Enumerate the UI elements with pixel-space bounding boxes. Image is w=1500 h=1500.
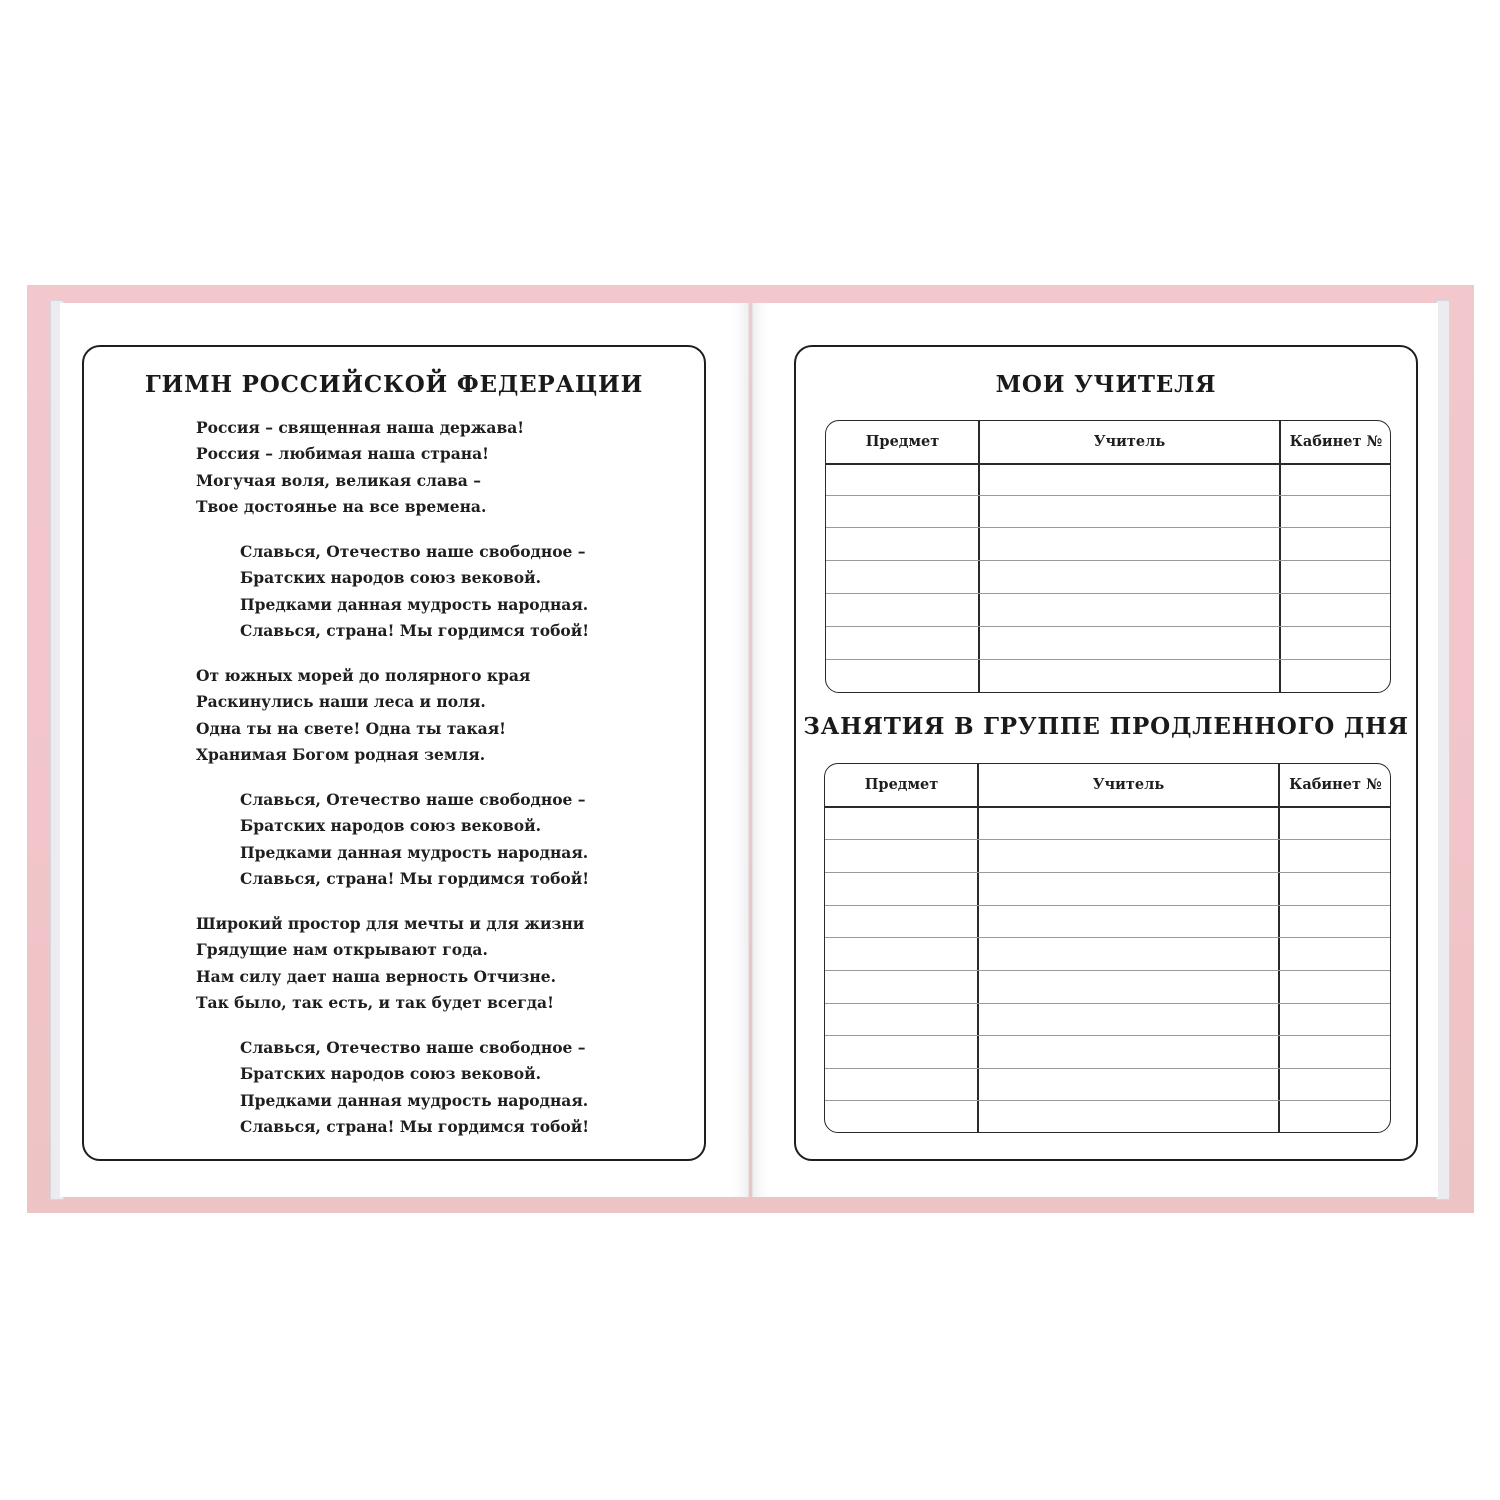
header-divider bbox=[826, 463, 1390, 465]
anthem-chorus-1: Славься, Отечество наше свободное – Братских народов союз вековой. Предками данная мудрость народная. Славься, страна! Мы гордимся тобой! bbox=[240, 542, 590, 640]
anthem-stanza-2: От южных морей до полярного края Раскинулись наши леса и поля. Одна ты на свете! Одна ты такая! Хранимая Богом родная земля. bbox=[196, 666, 531, 764]
anthem-stanza-1: Россия – священная наша держава! Россия – любимая наша страна! Могучая воля, великая слава – Твое достоянье на все времена. bbox=[196, 418, 525, 516]
writing-line bbox=[825, 970, 1390, 971]
anthem-title: ГИМН РОССИЙСКОЙ ФЕДЕРАЦИИ bbox=[144, 371, 644, 398]
teachers-frame bbox=[794, 345, 1418, 1161]
writing-line bbox=[825, 937, 1390, 938]
teachers-col-subject: Предмет bbox=[865, 433, 940, 450]
afterschool-col-subject: Предмет bbox=[864, 776, 939, 793]
writing-line bbox=[826, 495, 1390, 496]
writing-line bbox=[825, 1068, 1390, 1069]
writing-line bbox=[826, 593, 1390, 594]
writing-line bbox=[826, 560, 1390, 561]
writing-line bbox=[826, 626, 1390, 627]
writing-line bbox=[825, 905, 1390, 906]
anthem-chorus-3: Славься, Отечество наше свободное – Братских народов союз вековой. Предками данная мудрость народная. Славься, страна! Мы гордимся тобой! bbox=[240, 1038, 590, 1136]
afterschool-col-room: Кабинет № bbox=[1289, 776, 1382, 793]
col-divider bbox=[1279, 421, 1281, 692]
anthem-frame bbox=[82, 345, 706, 1161]
teachers-col-room: Кабинет № bbox=[1289, 433, 1383, 450]
afterschool-col-teacher: Учитель bbox=[1092, 776, 1165, 793]
anthem-stanza-3: Широкий простор для мечты и для жизни Грядущие нам открывают года. Нам силу дает наша верность Отчизне. Так было, так есть, и так будет всегда! bbox=[196, 914, 585, 1012]
header-divider bbox=[825, 806, 1390, 808]
anthem-chorus-2: Славься, Отечество наше свободное – Братских народов союз вековой. Предками данная мудрость народная. Славься, страна! Мы гордимся тобой! bbox=[240, 790, 590, 888]
page-edge-right bbox=[1436, 300, 1450, 1200]
writing-line bbox=[825, 1100, 1390, 1101]
col-divider bbox=[977, 764, 979, 1132]
writing-line bbox=[825, 1003, 1390, 1004]
writing-line bbox=[826, 527, 1390, 528]
writing-line bbox=[825, 872, 1390, 873]
afterschool-title: ЗАНЯТИЯ В ГРУППЕ ПРОДЛЕННОГО ДНЯ bbox=[803, 713, 1409, 740]
teachers-table bbox=[825, 420, 1391, 693]
writing-line bbox=[826, 659, 1390, 660]
teachers-col-teacher: Учитель bbox=[1093, 433, 1166, 450]
col-divider bbox=[1278, 764, 1280, 1132]
writing-line bbox=[825, 1035, 1390, 1036]
writing-line bbox=[825, 839, 1390, 840]
teachers-title: МОИ УЧИТЕЛЯ bbox=[995, 371, 1217, 398]
col-divider bbox=[978, 421, 980, 692]
afterschool-table bbox=[824, 763, 1391, 1133]
